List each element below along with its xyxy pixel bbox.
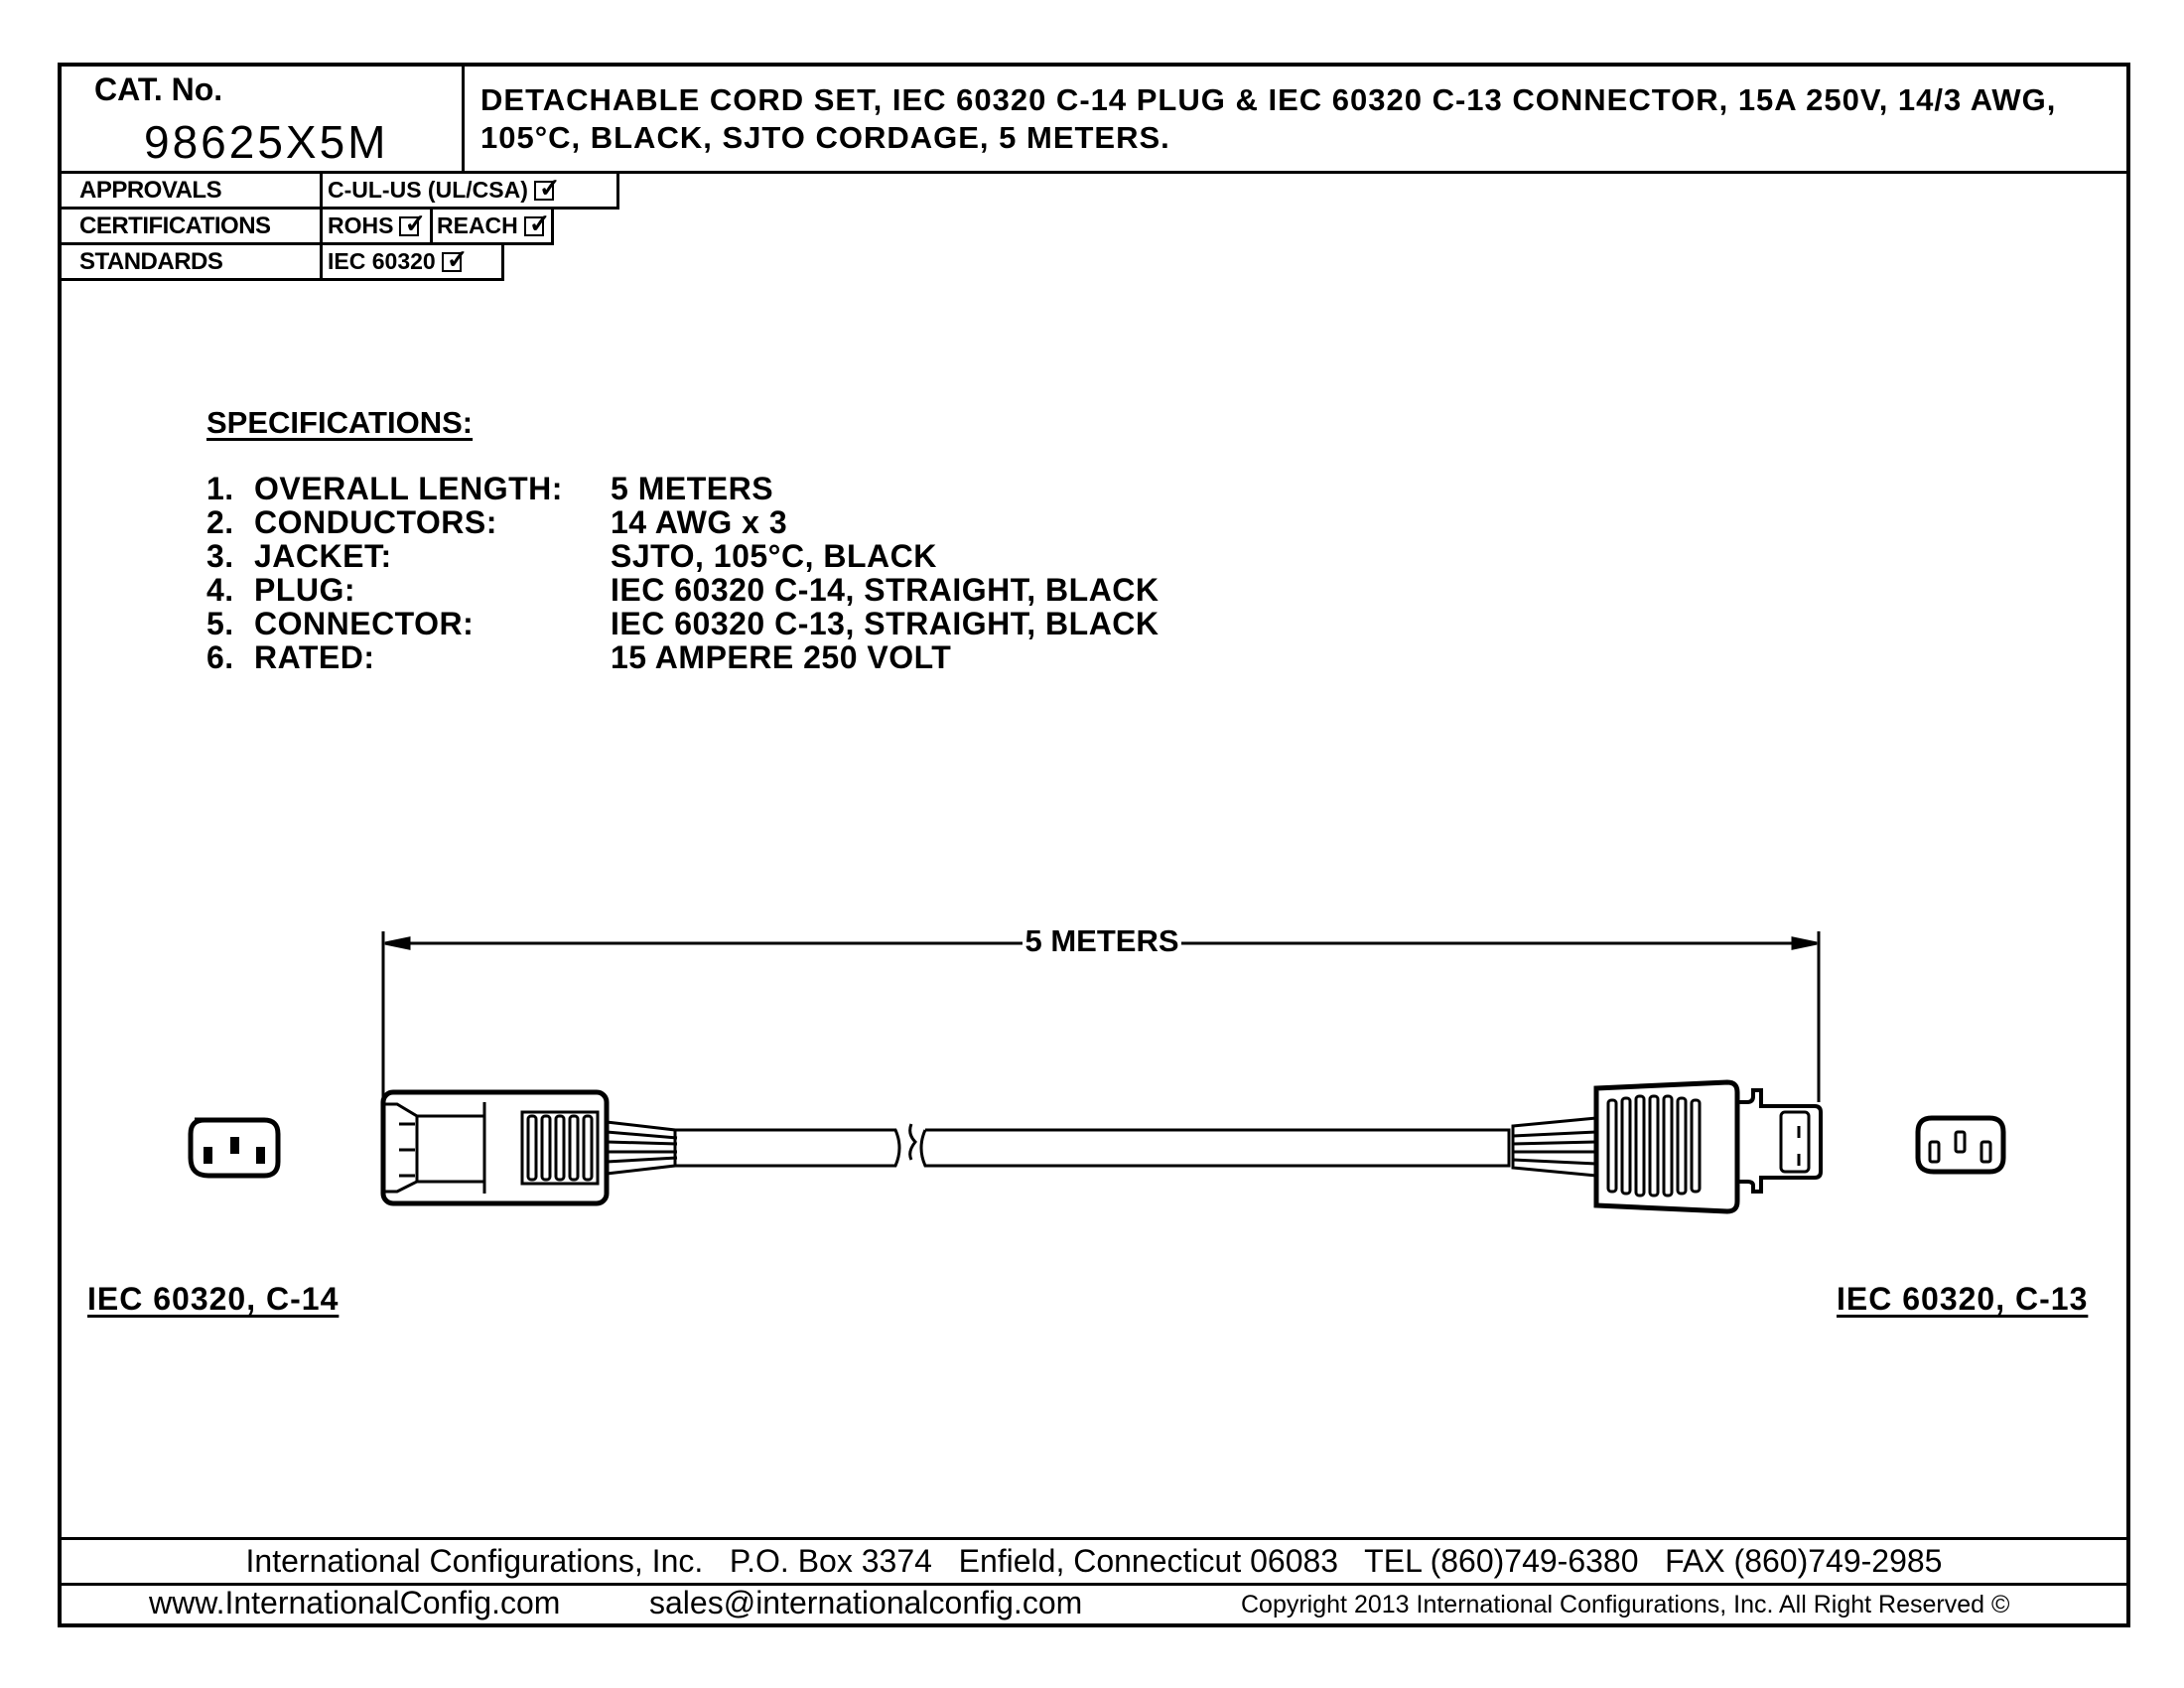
spec-label: OVERALL LENGTH: — [254, 471, 563, 506]
cat-label: CAT. No. — [94, 71, 223, 107]
spec-value: 5 METERS — [611, 471, 774, 506]
plug-label: IEC 60320, C-14 — [87, 1281, 340, 1317]
certifications-label: CERTIFICATIONS — [79, 212, 271, 239]
dimension-label: 5 METERS — [1023, 923, 1181, 959]
footer-divider — [58, 1537, 2130, 1540]
cable — [675, 1124, 1509, 1166]
spec-number: 4. — [206, 572, 234, 608]
spec-label: PLUG: — [254, 572, 356, 608]
rohs-value: ROHS✓ — [328, 212, 419, 239]
reach-value: REACH✓ — [437, 212, 544, 239]
copyright-notice: Copyright 2013 International Configurations, Inc. All Right Reserved © — [1241, 1591, 2010, 1618]
spec-label: CONNECTOR: — [254, 606, 475, 641]
company-info: International Configurations, Inc. P.O. Box 3374 Enfield, Connecticut 06083 TEL (860)749-6380 FAX (860)749-2985 — [245, 1543, 1943, 1579]
product-description: DETACHABLE CORD SET, IEC 60320 C-14 PLUG & IEC 60320 C-13 CONNECTOR, 15A 250V, 14/3 AWG, 105°C, BLACK, SJTO CORDAGE, 5 METERS. — [480, 82, 2057, 155]
c14-plug-body — [383, 1092, 677, 1203]
spec-value: 14 AWG x 3 — [611, 504, 788, 540]
c14-face-icon — [191, 1120, 278, 1176]
website-link[interactable]: www.InternationalConfig.com — [149, 1585, 561, 1620]
specifications-title: SPECIFICATIONS: — [206, 405, 474, 440]
spec-number: 6. — [206, 639, 234, 675]
connector-label: IEC 60320, C-13 — [1837, 1281, 2089, 1317]
spec-label: CONDUCTORS: — [254, 504, 497, 540]
c13-connector-body — [1513, 1082, 1821, 1211]
spec-value: 15 AMPERE 250 VOLT — [611, 639, 952, 675]
spec-value: IEC 60320 C-14, STRAIGHT, BLACK — [611, 572, 1160, 608]
email-link[interactable]: sales@internationalconfig.com — [649, 1585, 1083, 1620]
spec-value: IEC 60320 C-13, STRAIGHT, BLACK — [611, 606, 1160, 641]
spec-value: SJTO, 105°C, BLACK — [611, 538, 937, 574]
approvals-label: APPROVALS — [79, 177, 222, 204]
spec-number: 5. — [206, 606, 234, 641]
standards-value: IEC 60320✓ — [328, 248, 462, 275]
standards-label: STANDARDS — [79, 248, 223, 275]
approvals-value: C-UL-US (UL/CSA)✓ — [328, 177, 554, 204]
spec-number: 3. — [206, 538, 234, 574]
spec-label: JACKET: — [254, 538, 392, 574]
spec-label: RATED: — [254, 639, 375, 675]
c13-face-icon — [1918, 1118, 2003, 1172]
spec-number: 2. — [206, 504, 234, 540]
cat-number: 98625X5M — [144, 116, 389, 168]
spec-number: 1. — [206, 471, 234, 506]
